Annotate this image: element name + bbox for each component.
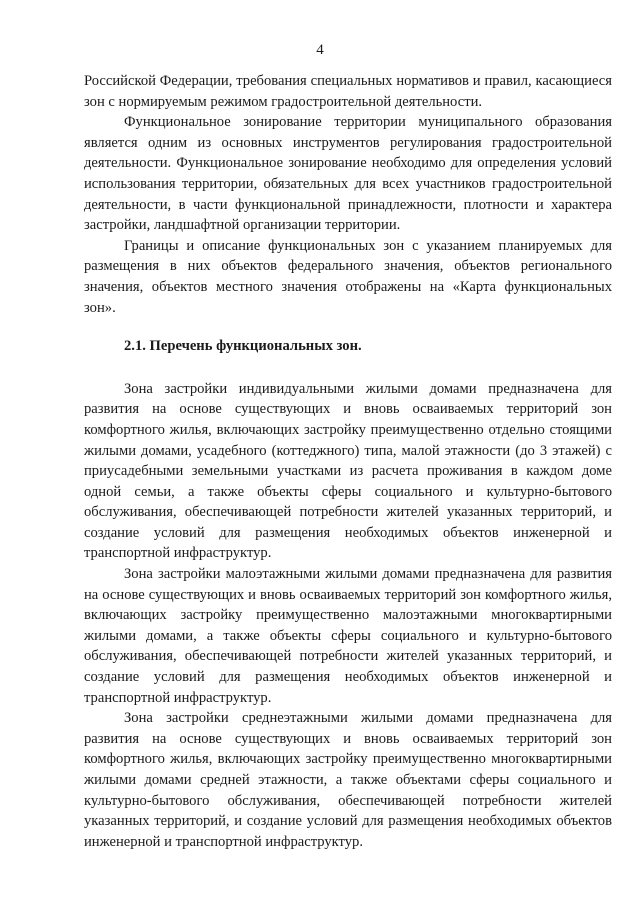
page-number: 4: [316, 42, 324, 58]
paragraph-mid-rise-zone: Зона застройки среднеэтажными жилыми домами предназначена для развития на основе существующих и вновь осваиваемых территорий зон комфортного жилья, включающих застройку преимущественно многоквартирными жилыми домами средней этажности, а также объектами сферы социального и культурно-бытового обслуживания, обеспечивающей потребности жителей указанных территорий, и создание условий для размещения необходимых объектов инженерной и транспортной инфраструктур.: [84, 710, 612, 850]
document-body: [84, 71, 612, 852]
paragraph-zone-boundaries: Границы и описание функциональных зон с указанием планируемых для размещения в них объектов федерального значения, объектов регионального значения, объектов местного значения отображены на «Карта функциональных зон».: [84, 237, 612, 316]
paragraph-individual-housing-zone: Зона застройки индивидуальными жилыми домами предназначена для развития на основе существующих и вновь осваиваемых территорий зон комфортного жилья, включающих застройку преимущественно отдельно стоящими жилыми домами, усадебного (коттеджного) типа, малой этажности (до 3 этажей) с приусадебными земельными участками из расчета проживания в каждом доме одной семьи, а также объекты сферы социального и культурно-бытового обслуживания, обеспечивающей потребности жителей указанных территорий, и создание условий для размещения необходимых объектов инженерной и транспортной инфраструктур.: [84, 380, 612, 562]
section-heading: 2.1. Перечень функциональных зон.: [124, 338, 362, 355]
paragraph-zoning-role: Функциональное зонирование территории муниципального образования является одним из основных инструментов регулирования градостроительной деятельности. Функциональное зонирование необходимо для определения условий использования территории, обязательных для всех участников градостроительной деятельности, в части функциональной принадлежности, плотности и характера застройки, ландшафтной организации территории.: [84, 114, 612, 234]
paragraph-continuation: Российской Федерации, требования специальных нормативов и правил, касающиеся зон с нормируемым режимом градостроительной деятельности.: [84, 73, 612, 110]
paragraph-low-rise-zone: Зона застройки малоэтажными жилыми домами предназначена для развития на основе существующих и вновь осваиваемых территорий зон комфортного жилья, включающих застройку преимущественно малоэтажными многоквартирными жилыми домами, а также объекты сферы социального и культурно-бытового обслуживания, обеспечивающей потребности жителей указанных территорий, и создание условий для размещения необходимых объектов инженерной и транспортной инфраструктур.: [84, 566, 612, 706]
